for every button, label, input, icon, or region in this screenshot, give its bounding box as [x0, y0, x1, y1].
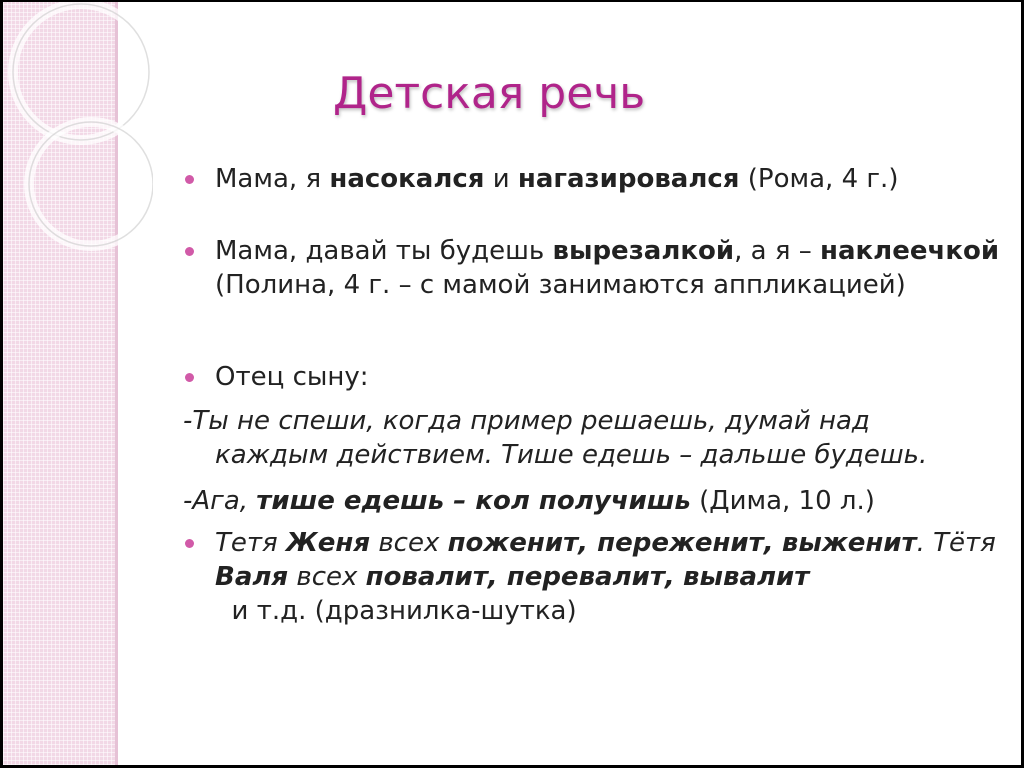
text-run: Мама, давай ты будешь — [215, 236, 553, 266]
bold-phrase: поженит, переженит, — [447, 528, 774, 558]
bold-word: наклеечкой — [820, 236, 1000, 266]
text-run: каждым действием. Тише едешь – дальше будешь. — [215, 440, 928, 470]
decorative-rings-icon — [3, 2, 153, 262]
bullet-icon — [185, 539, 194, 548]
slide — [3, 2, 1021, 765]
bold-word: нагазировался — [517, 164, 740, 194]
bold-word: Женя — [285, 528, 371, 558]
bold-phrase: тише едешь – кол получишь — [256, 486, 691, 516]
bold-phrase: повалит, перевалит, — [365, 562, 675, 592]
bullet-icon — [185, 373, 194, 382]
text-run: Мама, я — [215, 164, 330, 194]
text-run: и — [484, 164, 518, 194]
text-run: -Ты не спеши, когда пример решаешь, думай над — [183, 406, 870, 436]
dialogue-line — [183, 484, 1003, 518]
text-run: -Ага, — [183, 486, 257, 516]
bullet-icon — [185, 175, 194, 184]
bold-word: выженит — [781, 528, 917, 558]
text-run: . Тётя — [916, 528, 996, 558]
bold-word: вырезалкой — [552, 236, 735, 266]
list-item — [183, 360, 1003, 394]
text-run: (Рома, 4 г.) — [739, 164, 899, 194]
text-run: (Полина, 4 г. – с мамой занимаются аппликацией) — [215, 270, 906, 300]
text-run: , а я – — [734, 236, 812, 266]
bold-word: Валя — [215, 562, 289, 592]
bullet-icon — [185, 247, 194, 256]
list-item — [183, 526, 1003, 628]
list-item — [183, 162, 1003, 196]
slide-content — [183, 162, 1003, 628]
text-run: всех — [370, 528, 448, 558]
slide-title: Детская речь — [333, 68, 646, 119]
bold-word: насокался — [329, 164, 485, 194]
text-run: всех — [288, 562, 366, 592]
text-run: (Дима, 10 л.) — [690, 486, 875, 516]
text-run: и т.д. (дразнилка-шутка) — [215, 596, 577, 626]
dialogue-line — [183, 404, 1003, 472]
text-run: Тетя — [215, 528, 286, 558]
list-item — [183, 234, 1003, 302]
bold-word: вывалит — [683, 562, 810, 592]
text-run: Отец сыну: — [215, 362, 369, 392]
